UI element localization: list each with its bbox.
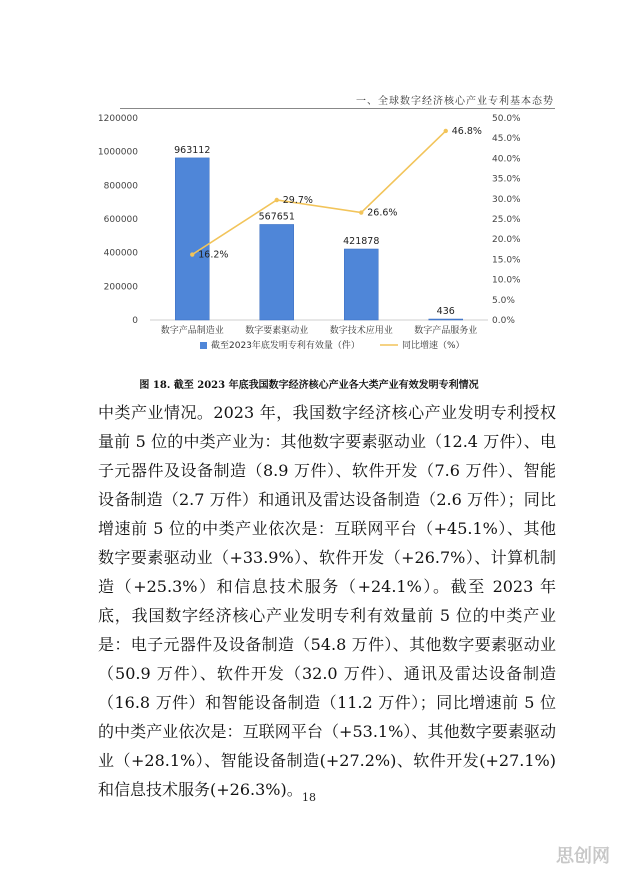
bar xyxy=(260,224,294,320)
bar-data-label: 567651 xyxy=(258,211,295,223)
y-right-tick-label: 20.0% xyxy=(492,235,521,246)
page-number: 18 xyxy=(302,791,316,804)
watermark-logo: 思创网 xyxy=(556,846,610,867)
x-category-label: 数字技术应用业 xyxy=(329,326,393,336)
y-left-tick-label: 800000 xyxy=(103,181,138,192)
growth-data-label: 26.6% xyxy=(367,207,398,219)
y-left-tick-label: 1200000 xyxy=(97,114,138,124)
y-right-tick-label: 45.0% xyxy=(492,134,521,145)
y-right-tick-label: 50.0% xyxy=(492,114,521,124)
y-right-tick-label: 35.0% xyxy=(492,174,521,185)
x-category-label: 数字产品制造业 xyxy=(160,326,224,336)
growth-point xyxy=(444,129,448,133)
growth-point xyxy=(359,210,363,214)
bar xyxy=(344,249,378,320)
combo-chart xyxy=(0,0,618,380)
legend-bar-swatch xyxy=(200,342,207,349)
running-header: 一、全球数字经济核心产业专利基本态势 xyxy=(356,96,554,107)
bar xyxy=(429,319,463,320)
y-right-tick-label: 15.0% xyxy=(492,255,521,266)
bar-data-label: 421878 xyxy=(343,235,380,247)
growth-point xyxy=(190,252,194,256)
y-left-tick-label: 0 xyxy=(132,316,138,326)
legend-bar-label: 截至2023年底发明专利有效量（件） xyxy=(211,341,360,351)
y-left-tick-label: 1000000 xyxy=(97,147,138,158)
figure-caption: 图 18. 截至 2023 年底我国数字经济核心产业各大类产业有效发明专利情况 xyxy=(139,380,479,391)
y-left-tick-label: 600000 xyxy=(103,215,138,225)
y-right-tick-label: 30.0% xyxy=(492,194,521,205)
growth-data-label: 46.8% xyxy=(451,125,482,137)
growth-line xyxy=(192,131,446,255)
growth-data-label: 29.7% xyxy=(282,195,313,207)
bar-data-label: 436 xyxy=(436,306,455,317)
body-paragraph: 中类产业情况。2023 年，我国数字经济核心产业发明专利授权量前 5 位的中类产业为：其他数字要素驱动业（12.4 万件）、电子元器件及设备制造（8.9 万件）、软件开发（7.6 万件）、智能设备制造（2.7 万件）和通讯及雷达设备制造（2.6 万件）；同比增速前 5 位的中类产业依次是：互联网平台（+45.1%）、其他数字要素驱动业（+33.9%）、软件开发（+26.7%）、计算机制造（+25.3%）和信息技术服务（+24.1%）。截至 2023 年底，我国数字经济核心产业发明专利有效量前 5 位的中类产业是：电子元器件及设备制造（54.8 万件）、其他数字要素驱动业（50.9 万件）、软件开发（32.0 万件）、通讯及雷达设备制造（16.8 万件）和智能设备制造（11.2 万件）；同比增速前 5 位的中类产业依次是：互联网平台（+53.1%）、其他数字要素驱动业（+28.1%）、智能设备制造(+27.2%)、软件开发(+27.1%)和信息技术服务(+26.3%)。 xyxy=(98,403,556,799)
growth-data-label: 16.2% xyxy=(198,249,229,261)
y-right-tick-label: 10.0% xyxy=(492,275,521,286)
y-right-tick-label: 40.0% xyxy=(492,154,521,165)
y-left-tick-label: 400000 xyxy=(103,248,138,259)
y-right-tick-label: 25.0% xyxy=(492,215,521,225)
bar xyxy=(175,158,209,320)
y-left-tick-label: 200000 xyxy=(103,282,138,293)
chart-svg xyxy=(0,0,618,380)
legend-line-label: 同比增速（%） xyxy=(402,341,465,351)
growth-point xyxy=(275,198,279,202)
y-right-tick-label: 0.0% xyxy=(492,316,515,326)
bar-data-label: 963112 xyxy=(174,144,211,156)
y-right-tick-label: 5.0% xyxy=(492,295,515,306)
x-category-label: 数字产品服务业 xyxy=(414,326,478,336)
x-category-label: 数字要素驱动业 xyxy=(245,326,309,336)
